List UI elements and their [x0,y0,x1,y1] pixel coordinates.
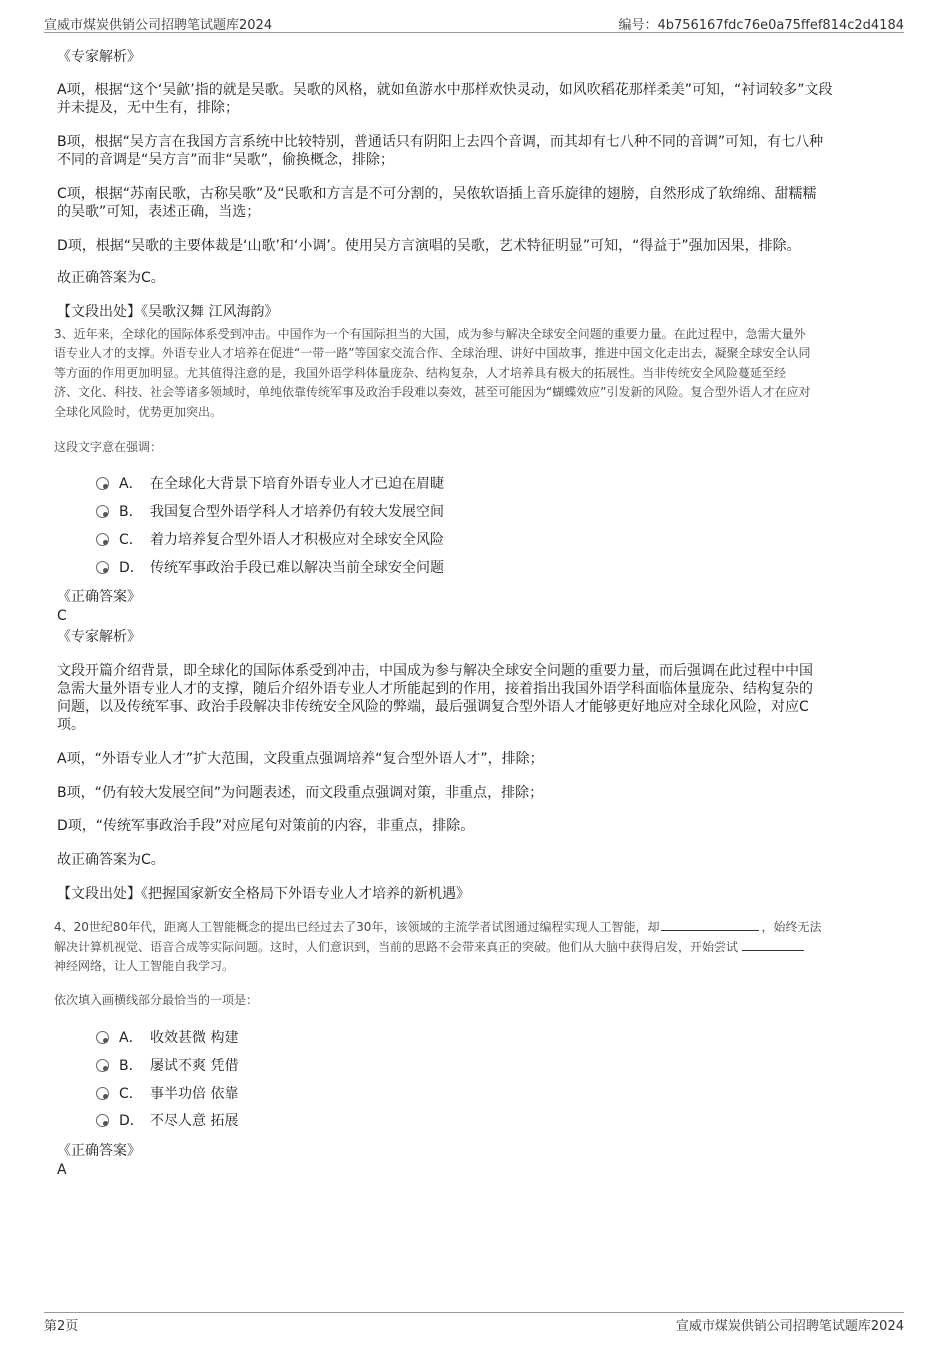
radio-icon[interactable] [96,505,109,518]
q4-option-a[interactable]: A． 收效甚微 构建 [96,1028,238,1048]
radio-icon[interactable] [96,1031,109,1044]
q2-analysis-c: C项，根据“苏南民歌，古称吴歌”及“民歌和方言是不可分割的，吴侬软语插上音乐旋律的翅膀，自然形成了软绵绵、甜糯糯 [57,186,817,202]
q4-stem-line: 4、20世纪80年代，距离人工智能概念的提出已经过去了30年，该领域的主流学者试图通过编程实现人工智能，却 ，始终无法 [54,920,822,934]
q4-option-d[interactable]: D． 不尽人意 拓展 [96,1111,238,1131]
header-serial: 编号：4b756167fdc76e0a75ffef814c2d4184 [618,18,904,33]
q2-analysis-c2: 的吴歌”可知，表述正确，当选； [57,204,261,220]
page-header [44,12,904,33]
q4-answer-label: 《正确答案》 [57,1143,141,1159]
radio-icon[interactable] [96,1059,109,1072]
q3-final-answer: 故正确答案为C。 [57,852,165,868]
page-number: 第2页 [44,1319,79,1334]
q2-analysis-d: D项，根据“吴歌的主要体裁是‘山歌’和‘小调’。使用吴方言演唱的吴歌，艺术特征明显”可知，“得益于”强加因果，排除。 [57,238,801,254]
header-title: 宣威市煤炭供销公司招聘笔试题库2024 [44,18,273,33]
radio-icon[interactable] [96,1114,109,1127]
q4-option-c[interactable]: C． 事半功倍 依靠 [96,1084,238,1104]
q3-option-d[interactable]: D． 传统军事政治手段已难以解决当前全球安全问题 [96,558,444,578]
q4-stem-line: 解决计算机视觉、语音合成等实际问题。这时，人们意识到，当前的思路不会带来真正的突破。他们从大脑中获得启发，开始尝试 [54,938,804,958]
q3-question: 这段文字意在强调： [54,440,163,454]
q3-answer-label: 《正确答案》 [57,589,141,605]
q2-analysis-b2: 不同的音调是“吴方言”而非“吴歌”，偷换概念，排除； [57,152,395,168]
radio-icon[interactable] [96,561,109,574]
q3-analysis-a: A项，“外语专业人才”扩大范围，文段重点强调培养“复合型外语人才”，排除； [57,751,544,767]
q4-option-b[interactable]: B． 屡试不爽 凭借 [96,1056,238,1076]
q3-analysis-d: D项，“传统军事政治手段”对应尾句对策前的内容，非重点，排除。 [57,818,475,834]
q3-expert-label: 《专家解析》 [57,629,141,645]
q3-analysis-line: 项。 [57,717,85,733]
q3-analysis-line: 问题，以及传统军事、政治手段解决非传统安全风险的弊端，最后强调复合型外语人才能够更好地应对全球化风险，对应C [57,699,809,715]
footer-title: 宣威市煤炭供销公司招聘笔试题库2024 [675,1319,904,1334]
q3-stem-line: 3、近年来，全球化的国际体系受到冲击。中国作为一个有国际担当的大国，成为参与解决全球安全问题的重要力量。在此过程中，急需大量外 [54,327,806,341]
q3-option-b[interactable]: B． 我国复合型外语学科人才培养仍有较大发展空间 [96,502,444,522]
radio-icon[interactable] [96,477,109,490]
radio-icon[interactable] [96,1087,109,1100]
radio-icon[interactable] [96,533,109,546]
q2-expert-label: 《专家解析》 [57,49,141,65]
q3-analysis-b: B项，“仍有较大发展空间”为问题表述，而文段重点强调对策，非重点，排除； [57,785,544,801]
q3-stem-line: 济、文化、科技、社会等诸多领域时，单纯依靠传统军事及政治手段难以奏效，甚至可能因为“蝴蝶效应”引发新的风险。复合型外语人才在应对 [54,385,811,399]
q3-option-a[interactable]: A． 在全球化大背景下培育外语专业人才已迫在眉睫 [96,474,444,494]
q3-stem-line: 等方面的作用更加明显。尤其值得注意的是，我国外语学科体量庞杂、结构复杂，人才培养具有极大的拓展性。当非传统安全风险蔓延至经 [54,366,787,380]
fill-blank [742,938,804,951]
page-footer [44,1312,904,1334]
q3-answer: C [57,608,67,624]
q3-option-c[interactable]: C． 着力培养复合型外语人才积极应对全球安全风险 [96,530,444,550]
q4-answer: A [57,1162,67,1178]
q2-analysis-a2: 并未提及，无中生有，排除； [57,100,239,116]
q4-question: 依次填入画横线部分最恰当的一项是： [54,993,259,1007]
q3-stem-line: 全球化风险时，优势更加突出。 [54,405,223,419]
q2-analysis-b: B项，根据“吴方言在我国方言系统中比较特别，普通话只有阴阳上去四个音调，而其却有七八种不同的音调”可知，有七八种 [57,134,824,150]
q3-stem-line: 语专业人才的支撑。外语专业人才培养在促进“一带一路”等国家交流合作、全球治理、讲好中国故事，推进中国文化走出去，凝聚全球安全认同 [54,346,811,360]
q3-analysis-line: 文段开篇介绍背景，即全球化的国际体系受到冲击，中国成为参与解决全球安全问题的重要力量，而后强调在此过程中中国 [57,663,813,679]
q2-analysis-a: A项，根据“这个‘吴歈’指的就是吴歌。吴歌的风格，就如鱼游水中那样欢快灵动，如风吹稻花那样柔美”可知，“衬词较多”文段 [57,82,833,98]
q2-answer: 故正确答案为C。 [57,270,165,286]
q3-analysis-line: 急需大量外语专业人才的支撑，随后介绍外语专业人才所能起到的作用，接着指出我国外语学科面临体量庞杂、结构复杂的 [57,681,813,697]
fill-blank [661,918,759,931]
q4-stem-line: 神经网络，让人工智能自我学习。 [54,959,235,973]
q2-source: 【文段出处】《吴歌汉舞 江风海韵》 [57,304,279,320]
q3-source: 【文段出处】《把握国家新安全格局下外语专业人才培养的新机遇》 [57,886,470,902]
